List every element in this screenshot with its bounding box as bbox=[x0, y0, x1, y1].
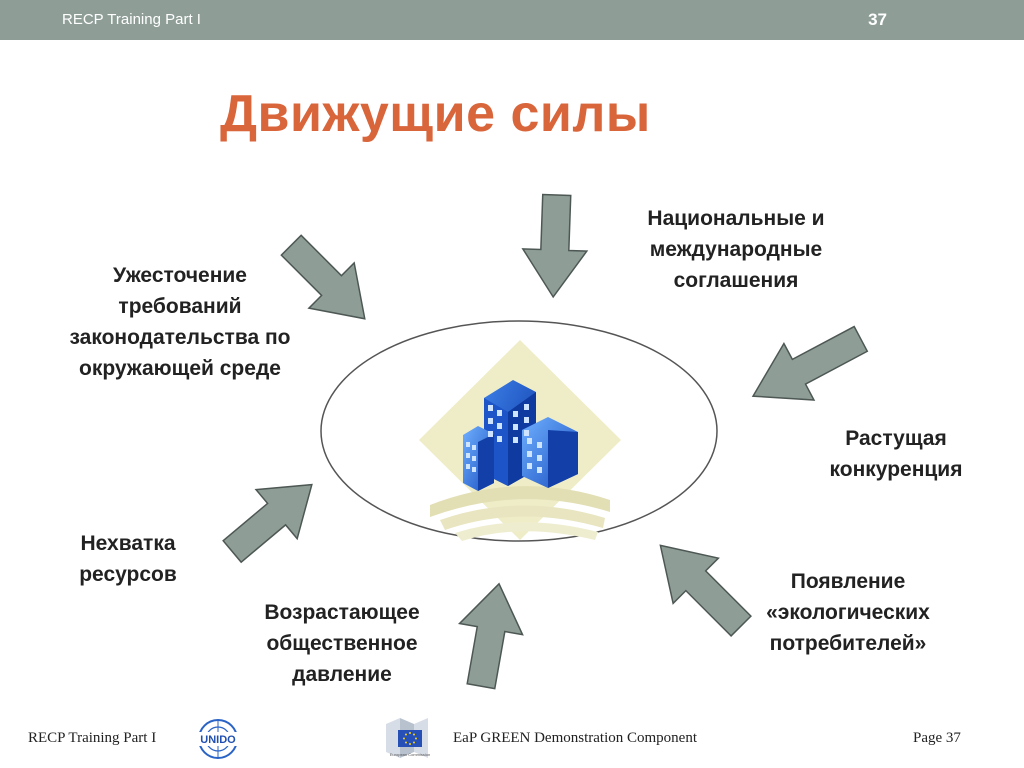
label-line: Возрастающее bbox=[264, 601, 420, 624]
slide-number: 37 bbox=[868, 10, 887, 29]
label-line: международные bbox=[649, 238, 823, 261]
label-line: давление bbox=[292, 663, 392, 686]
arrow-resources bbox=[212, 460, 333, 576]
label-line: требований bbox=[118, 295, 242, 318]
label-line: ресурсов bbox=[79, 563, 177, 586]
label-eco-consumers bbox=[730, 566, 966, 659]
label-line: Ужесточение bbox=[113, 264, 247, 287]
label-public-pressure bbox=[222, 597, 462, 690]
label-line: окружающей среде bbox=[79, 357, 281, 380]
unido-logo-text: UNIDO bbox=[200, 734, 236, 746]
label-line: соглашения bbox=[673, 269, 799, 292]
eu-logo-text: European Commission bbox=[389, 752, 431, 757]
label-line: Растущая bbox=[845, 427, 947, 450]
arrow-competition bbox=[738, 311, 876, 425]
label-line: Появление bbox=[790, 570, 906, 593]
label-line: законодательства по bbox=[69, 326, 291, 349]
footer-center-text: EaP GREEN Demonstration Component bbox=[453, 730, 697, 746]
unido-logo bbox=[194, 717, 242, 763]
label-line: Нехватка bbox=[80, 532, 176, 555]
eu-commission-logo bbox=[384, 718, 446, 760]
label-line: Национальные и bbox=[647, 207, 825, 230]
footer bbox=[0, 715, 1024, 768]
header-title: RECP Training Part I bbox=[62, 11, 201, 28]
label-line: общественное bbox=[266, 632, 418, 655]
footer-left-text: RECP Training Part I bbox=[28, 730, 157, 746]
label-resources bbox=[40, 528, 216, 590]
label-line: «экологических bbox=[766, 601, 930, 624]
label-line: конкуренция bbox=[829, 458, 963, 481]
label-legislation bbox=[32, 260, 328, 384]
label-competition bbox=[798, 423, 994, 485]
label-line: потребителей» bbox=[769, 632, 927, 655]
arrow-agreements bbox=[521, 194, 589, 298]
slide-title: Движущие силы bbox=[220, 85, 651, 143]
label-agreements bbox=[598, 203, 874, 296]
footer-page-number: Page 37 bbox=[913, 730, 961, 746]
